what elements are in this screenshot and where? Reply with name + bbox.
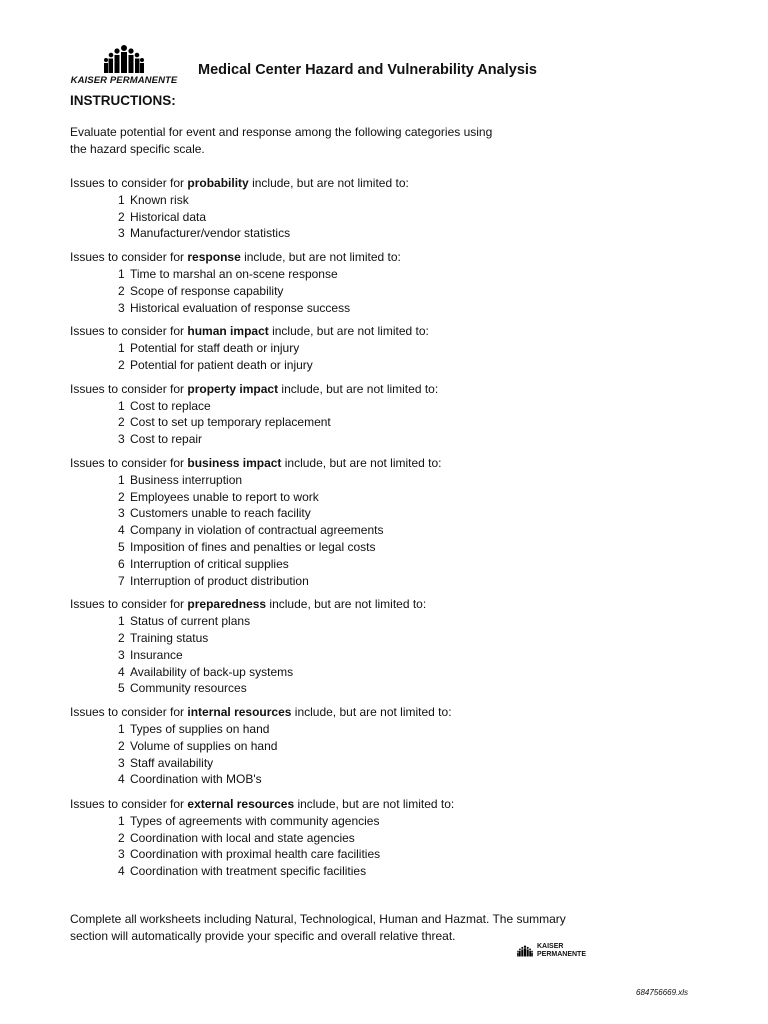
item-number: 1: [118, 266, 125, 281]
item-text: Interruption of critical supplies: [130, 556, 289, 571]
section-item-list: [70, 813, 630, 880]
item-text: Cost to set up temporary replacement: [130, 415, 331, 430]
item-number: 4: [118, 664, 125, 679]
item-text: Staff availability: [130, 755, 214, 770]
issue-section: [70, 796, 630, 880]
instructions-heading: INSTRUCTIONS:: [70, 93, 176, 108]
item-text: Historical data: [130, 209, 207, 224]
item-text: Training status: [130, 630, 209, 645]
item-text: Interruption of product distribution: [130, 573, 309, 588]
item-number: 1: [118, 341, 125, 356]
item-number: 1: [118, 192, 125, 207]
section-term: preparedness: [187, 597, 267, 612]
list-item: [118, 721, 630, 738]
list-item: [118, 300, 630, 317]
item-number: 1: [118, 472, 125, 487]
page-title: Medical Center Hazard and Vulnerability Analysis: [198, 62, 537, 78]
issue-section: [70, 249, 630, 316]
kaiser-logo: [66, 44, 182, 88]
section-header-prefix: Issues to consider for: [70, 455, 188, 470]
section-header-prefix: Issues to consider for: [70, 597, 188, 612]
list-item: [118, 755, 630, 772]
item-text: Company in violation of contractual agreements: [130, 523, 384, 538]
section-item-list: [70, 192, 630, 242]
section-header-suffix: include, but are not limited to:: [248, 176, 409, 190]
item-number: 1: [118, 813, 125, 828]
list-item: [118, 489, 630, 506]
list-item: [118, 225, 630, 242]
file-reference: 684756669.xls: [636, 988, 689, 997]
intro-line-2: the hazard specific scale.: [70, 142, 205, 156]
list-item: [118, 630, 630, 647]
item-number: 4: [118, 523, 125, 538]
section-header-suffix: include, but are not limited to:: [294, 797, 455, 812]
item-number: 5: [118, 681, 125, 696]
intro-line-1: Evaluate potential for event and response among the following categories using: [70, 125, 493, 139]
list-item: [118, 771, 630, 788]
section-header: [70, 381, 630, 398]
issue-section: [70, 323, 630, 373]
section-header-suffix: include, but are not limited to:: [268, 324, 429, 339]
item-text: Historical evaluation of response success: [130, 300, 351, 315]
section-item-list: [70, 340, 630, 374]
list-item: [118, 830, 630, 847]
item-number: 2: [118, 415, 125, 430]
section-item-list: [70, 398, 630, 448]
issue-section: [70, 596, 630, 697]
section-header-prefix: Issues to consider for: [70, 705, 188, 720]
item-text: Types of agreements with community agencies: [130, 813, 380, 828]
item-text: Coordination with treatment specific facilities: [130, 864, 367, 879]
section-term: probability: [187, 176, 249, 190]
item-text: Coordination with proximal health care facilities: [130, 847, 381, 862]
item-text: Coordination with MOB's: [130, 772, 262, 787]
list-item: [118, 357, 630, 374]
issue-sections: [70, 175, 630, 880]
item-number: 1: [118, 721, 125, 736]
item-text: Manufacturer/vendor statistics: [130, 226, 291, 241]
section-item-list: [70, 266, 630, 316]
item-text: Imposition of fines and penalties or legal costs: [130, 539, 376, 554]
section-term: business impact: [187, 455, 282, 470]
list-item: [118, 398, 630, 415]
section-header: [70, 796, 630, 813]
list-item: [118, 664, 630, 681]
section-header-prefix: Issues to consider for: [70, 176, 188, 190]
section-header-suffix: include, but are not limited to:: [278, 381, 439, 396]
list-item: [118, 573, 630, 590]
list-item: [118, 813, 630, 830]
item-number: 3: [118, 755, 125, 770]
item-number: 2: [118, 209, 125, 224]
item-number: 2: [118, 830, 125, 845]
section-term: external resources: [187, 797, 295, 812]
item-text: Community resources: [130, 681, 247, 696]
issue-section: [70, 381, 630, 448]
list-item: [118, 192, 630, 209]
item-text: Employees unable to report to work: [130, 489, 319, 504]
list-item: [118, 505, 630, 522]
item-text: Status of current plans: [130, 614, 251, 629]
instructions-intro: [70, 124, 540, 158]
item-text: Types of supplies on hand: [130, 721, 270, 736]
list-item: [118, 266, 630, 283]
issue-section: [70, 704, 630, 788]
footer-logo-line-1: KAISER: [536, 943, 564, 950]
section-item-list: [70, 721, 630, 788]
list-item: [118, 539, 630, 556]
item-number: 3: [118, 432, 125, 447]
section-term: response: [187, 250, 241, 265]
list-item: [118, 647, 630, 664]
kaiser-footer-logo-text: [537, 943, 586, 959]
item-number: 3: [118, 506, 125, 521]
list-item: [118, 283, 630, 300]
item-text: Business interruption: [130, 472, 243, 487]
item-text: Insurance: [130, 647, 183, 662]
section-header: [70, 175, 630, 192]
list-item: [118, 613, 630, 630]
item-number: 2: [118, 489, 125, 504]
closing-line-2: section will automatically provide your specific and overall relative threat.: [70, 929, 456, 943]
kaiser-people-icon: [101, 44, 147, 74]
item-text: Customers unable to reach facility: [130, 506, 311, 521]
issue-section: [70, 175, 630, 242]
item-text: Potential for patient death or injury: [130, 357, 313, 372]
section-item-list: [70, 472, 630, 590]
section-header: [70, 455, 630, 472]
section-header-prefix: Issues to consider for: [70, 324, 188, 339]
section-term: human impact: [187, 324, 269, 339]
section-item-list: [70, 613, 630, 697]
item-number: 1: [118, 614, 125, 629]
item-number: 2: [118, 738, 125, 753]
item-text: Volume of supplies on hand: [130, 738, 278, 753]
item-number: 3: [118, 647, 125, 662]
section-header-prefix: Issues to consider for: [70, 797, 188, 812]
item-number: 3: [118, 300, 125, 315]
item-text: Scope of response capability: [130, 283, 284, 298]
item-number: 2: [118, 283, 125, 298]
list-item: [118, 738, 630, 755]
section-term: property impact: [187, 381, 279, 396]
kaiser-logo-text: KAISER PERMANENTE: [70, 75, 178, 86]
section-header-suffix: include, but are not limited to:: [291, 705, 452, 720]
section-header-prefix: Issues to consider for: [70, 381, 188, 396]
item-text: Time to marshal an on-scene response: [130, 266, 338, 281]
section-term: internal resources: [187, 705, 292, 720]
section-header: [70, 249, 630, 266]
list-item: [118, 556, 630, 573]
item-number: 4: [118, 864, 125, 879]
item-text: Availability of back-up systems: [130, 664, 294, 679]
item-text: Coordination with local and state agencies: [130, 830, 355, 845]
list-item: [118, 863, 630, 880]
section-header-prefix: Issues to consider for: [70, 250, 188, 265]
list-item: [118, 340, 630, 357]
item-number: 5: [118, 539, 125, 554]
kaiser-people-icon: [516, 940, 534, 962]
closing-line-1: Complete all worksheets including Natural, Technological, Human and Hazmat. The summary: [70, 912, 566, 926]
item-number: 2: [118, 357, 125, 372]
item-number: 4: [118, 772, 125, 787]
footer-logo-line-2: PERMANENTE: [536, 951, 586, 958]
section-header: [70, 596, 630, 613]
item-number: 6: [118, 556, 125, 571]
list-item: [118, 472, 630, 489]
list-item: [118, 846, 630, 863]
list-item: [118, 209, 630, 226]
item-number: 3: [118, 847, 125, 862]
issue-section: [70, 455, 630, 589]
item-number: 7: [118, 573, 125, 588]
section-header: [70, 323, 630, 340]
section-header: [70, 704, 630, 721]
list-item: [118, 680, 630, 697]
list-item: [118, 414, 630, 431]
item-number: 1: [118, 398, 125, 413]
section-header-suffix: include, but are not limited to:: [266, 597, 427, 612]
list-item: [118, 522, 630, 539]
item-text: Known risk: [130, 192, 189, 207]
section-header-suffix: include, but are not limited to:: [240, 250, 401, 265]
kaiser-footer-logo: [516, 938, 586, 964]
item-number: 3: [118, 226, 125, 241]
item-text: Cost to replace: [130, 398, 211, 413]
item-text: Potential for staff death or injury: [130, 341, 300, 356]
section-header-suffix: include, but are not limited to:: [281, 455, 442, 470]
item-text: Cost to repair: [130, 432, 203, 447]
list-item: [118, 431, 630, 448]
item-number: 2: [118, 630, 125, 645]
